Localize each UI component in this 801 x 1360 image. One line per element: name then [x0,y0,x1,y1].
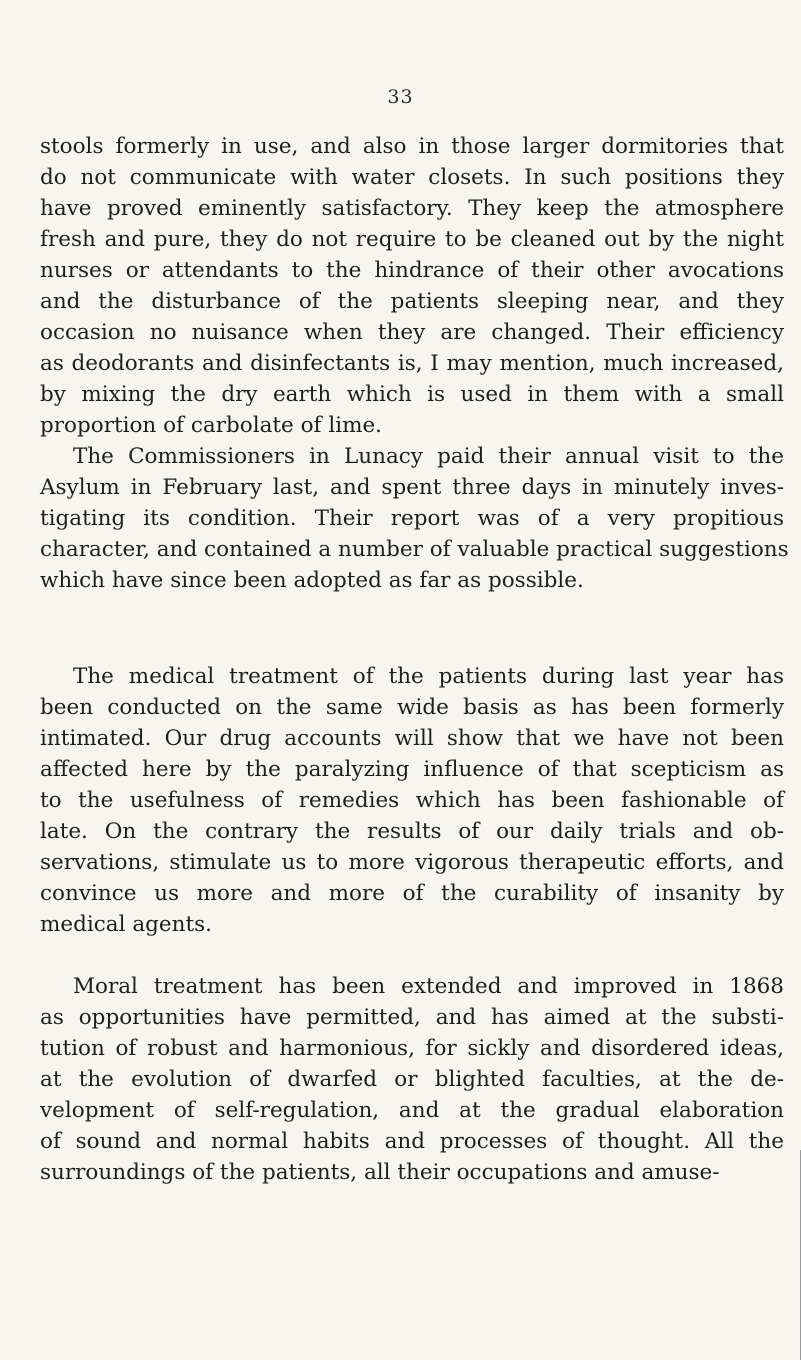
text-line: affected here by the paralyzing influence of that scepticism as [40,757,784,782]
text-line: as deodorants and disinfectants is, I may mention, much increased, [40,351,784,376]
text-line: by mixing the dry earth which is used in them with a small [40,382,784,407]
text-line: surroundings of the patients, all their occupations and amuse- [40,1160,720,1185]
text-line: The Commissioners in Lunacy paid their annual visit to the [73,444,784,469]
text-line: stools formerly in use, and also in those larger dormitories that [40,134,784,159]
text-line: proportion of carbolate of lime. [40,413,383,438]
text-line: intimated. Our drug accounts will show that we have not been [40,726,784,751]
text-line: been conducted on the same wide basis as has been formerly [40,695,784,720]
text-line: occasion no nuisance when they are changed. Their efficiency [40,320,784,345]
text-line: at the evolution of dwarfed or blighted faculties, at the de- [40,1067,784,1092]
text-line: nurses or attendants to the hindrance of their other avocations [40,258,784,283]
text-line: to the usefulness of remedies which has been fashionable of [40,788,784,813]
text-line: late. On the contrary the results of our daily trials and ob- [40,819,784,844]
text-line: of sound and normal habits and processes of thought. All the [40,1129,784,1154]
text-line: as opportunities have permitted, and has aimed at the substi- [40,1005,784,1030]
text-line: fresh and pure, they do not require to be cleaned out by the night [40,227,784,252]
text-line: tution of robust and harmonious, for sickly and disordered ideas, [40,1036,784,1061]
text-line: character, and contained a number of valuable practical suggestions [40,537,789,562]
text-line: servations, stimulate us to more vigorous therapeutic efforts, and [40,850,784,875]
text-line: tigating its condition. Their report was of a very propitious [40,506,784,531]
text-line: convince us more and more of the curability of insanity by [40,881,784,906]
text-line: Moral treatment has been extended and improved in 1868 [73,974,784,999]
text-line: velopment of self-regulation, and at the gradual elaboration [40,1098,784,1123]
page-number: 33 [387,86,414,108]
text-line: medical agents. [40,912,212,937]
text-line: do not communicate with water closets. In such positions they [40,165,784,190]
text-line: Asylum in February last, and spent three days in minutely inves- [40,475,784,500]
text-line: and the disturbance of the patients sleeping near, and they [40,289,784,314]
text-line: which have since been adopted as far as possible. [40,568,584,593]
text-line: have proved eminently satisfactory. They keep the atmosphere [40,196,784,221]
text-line: The medical treatment of the patients during last year has [73,664,784,689]
